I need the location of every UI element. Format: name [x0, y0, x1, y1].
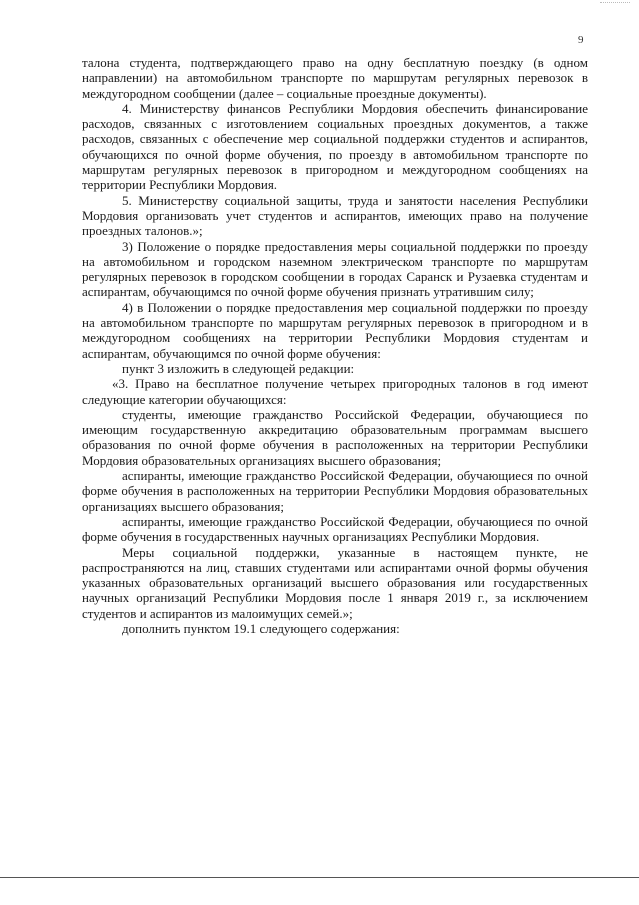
- page-number: 9: [578, 34, 584, 46]
- paragraph-item-5: 5. Министерству социальной защиты, труда и занятости населения Республики Мордовия организовать учет студентов и аспирантов, имеющих право на получение проездных талонов.»;: [82, 192, 588, 239]
- paragraph-continuation: талона студента, подтверждающего право на одну бесплатную поездку (в одном направлении) на автомобильном транспорте по маршрутам регулярных перевозок в междугородном сообщении (далее – социальные проездные документы).: [82, 55, 588, 101]
- paragraph-students: студенты, имеющие гражданство Российской Федерации, обучающиеся по имеющим государственную аккредитацию образовательным программам высшего образования по очной форме обучения в расположенных на территории Республики Мордовия образовательных организациях высшего образования;: [82, 406, 588, 468]
- paragraph-postgrads-1: аспиранты, имеющие гражданство Российской Федерации, обучающиеся по очной форме обучения в расположенных на территории Республики Мордовия образовательных организациях высшего образования;: [82, 468, 588, 514]
- paragraph-point-3-intro: пункт 3 изложить в следующей редакции:: [122, 360, 355, 376]
- paragraph-postgrads-2: аспиранты, имеющие гражданство Российской Федерации, обучающиеся по очной форме обучения в государственных научных организациях Республики Мордовия.: [82, 513, 588, 545]
- paragraph-subitem-4: 4) в Положении о порядке предоставления мер социальной поддержки по проезду на автомобильном транспорте по маршрутам регулярных перевозок в пригородном и в междугородном сообщениях на территории Республики Мордовия студентам и аспирантам, обучающимся по очной форме обучения:: [82, 299, 588, 361]
- paragraph-supplement: дополнить пунктом 19.1 следующего содержания:: [122, 620, 400, 636]
- paragraph-point-3-text: «3. Право на бесплатное получение четырех пригородных талонов в год имеют следующие категории обучающихся:: [82, 376, 588, 407]
- bottom-edge-line: [0, 877, 639, 878]
- paragraph-item-4: 4. Министерству финансов Республики Мордовия обеспечить финансирование расходов, связанных с изготовлением социальных проездных документов, а также расходов, связанных с обеспечение мер социальной поддержки студентов и аспирантов, обучающихся по очной форме обучения, по проезду в автомобильном транспорте по маршрутам регулярных перевозок в пригородном и междугородном сообщениях на территории Республики Мордовия.: [82, 100, 588, 193]
- paragraph-subitem-3: 3) Положение о порядке предоставления меры социальной поддержки по проезду на автомобильном и городском наземном электрическом транспорте по маршрутам регулярных перевозок в городском сообщении в городах Саранск и Рузаевка студентам и аспирантам, обучающимся по очной форме обучения признать утратившим силу;: [82, 238, 588, 300]
- scan-artifact: [600, 2, 630, 5]
- paragraph-measures: Меры социальной поддержки, указанные в настоящем пункте, не распространяются на лиц, ставших студентами или аспирантами очной формы обучения указанных образовательных организаций высшего образования или государственных научных организаций Республики Мордовия после 1 января 2019 г., за исключением студентов и аспирантов из малоимущих семей.»;: [82, 544, 588, 621]
- document-body: [82, 55, 588, 636]
